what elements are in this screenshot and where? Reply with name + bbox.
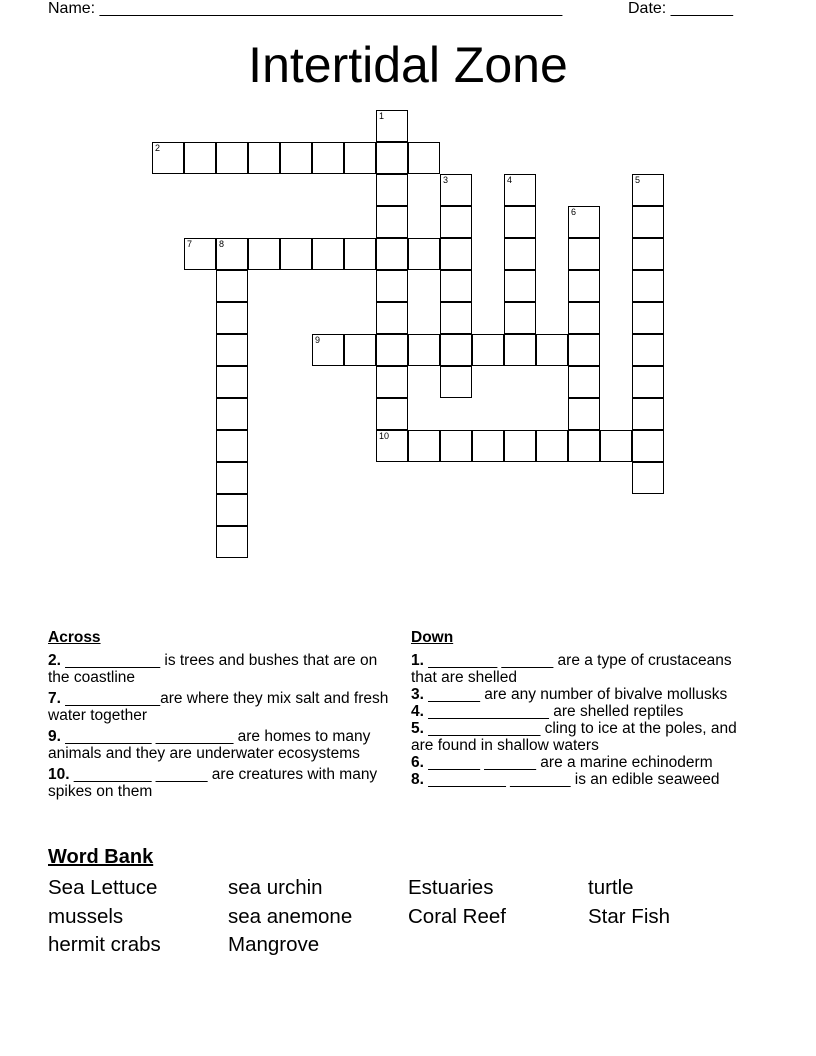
clue-down-1 (411, 652, 756, 686)
clue-number: 8. (411, 771, 424, 788)
crossword-cell[interactable] (632, 206, 664, 238)
clue-text: _________ ______ are creatures with many spikes on them (48, 766, 378, 800)
word-bank-item: sea anemone (228, 904, 353, 928)
crossword-cell[interactable] (376, 366, 408, 398)
date-field-label: Date: _______ (628, 0, 733, 17)
word-bank-item: Coral Reef (408, 904, 506, 928)
crossword-cell[interactable] (632, 398, 664, 430)
crossword-cell[interactable] (408, 334, 440, 366)
word-bank (48, 874, 768, 960)
crossword-cell[interactable] (440, 270, 472, 302)
crossword-cell[interactable] (216, 142, 248, 174)
clue-number: 7. (48, 690, 61, 707)
clue-number: 1. (411, 652, 424, 669)
crossword-cell[interactable] (632, 174, 664, 206)
word-bank-item: hermit crabs (48, 933, 161, 956)
clue-text: _____________ cling to ice at the poles, and are found in shallow waters (411, 720, 737, 754)
crossword-cell[interactable] (632, 462, 664, 494)
crossword-cell[interactable] (632, 366, 664, 398)
clue-down-8 (411, 771, 756, 788)
across-heading: Across (48, 629, 101, 646)
name-field-label: Name: ____________________________________________________ (48, 0, 563, 17)
down-clues (411, 629, 756, 788)
word-bank-item: turtle (588, 876, 634, 899)
down-heading: Down (411, 629, 454, 646)
crossword-cell[interactable] (376, 142, 408, 174)
crossword-cell[interactable] (248, 142, 280, 174)
crossword-cell[interactable] (568, 302, 600, 334)
crossword-cell[interactable] (568, 206, 600, 238)
clue-number: 2. (48, 652, 61, 669)
crossword-cell[interactable] (632, 334, 664, 366)
clue-text: ________ ______ are a type of crustaceans that are shelled (411, 652, 732, 686)
clue-down-6 (411, 754, 756, 771)
crossword-cell[interactable] (312, 334, 344, 366)
cell-number: 8 (219, 239, 225, 249)
clue-number: 3. (411, 686, 424, 703)
word-bank-item: mussels (48, 904, 124, 928)
clue-text: ______ ______ are a marine echinoderm (423, 754, 713, 771)
crossword-cell[interactable] (184, 238, 216, 270)
clue-text: ______ are any number of bivalve mollusks (423, 686, 728, 703)
crossword-cell[interactable] (632, 238, 664, 270)
clue-down-3 (411, 686, 756, 703)
clue-number: 9. (48, 728, 61, 745)
clue-text: _________ _______ is an edible seaweed (423, 771, 720, 788)
crossword-cell[interactable] (568, 398, 600, 430)
crossword-cell[interactable] (216, 334, 248, 366)
crossword-cell[interactable] (504, 334, 536, 366)
crossword-cell[interactable] (216, 398, 248, 430)
crossword-cell[interactable] (440, 174, 472, 206)
clue-text: ___________ is trees and bushes that are on the coastline (48, 652, 378, 686)
crossword-cell[interactable] (472, 430, 504, 462)
clue-across-9 (48, 728, 393, 762)
crossword-cell[interactable] (440, 334, 472, 366)
crossword-cell[interactable] (216, 270, 248, 302)
crossword-cell[interactable] (440, 238, 472, 270)
clue-number: 4. (411, 703, 424, 720)
cell-number: 5 (635, 175, 641, 185)
crossword-cell[interactable] (440, 206, 472, 238)
crossword-cell[interactable] (536, 334, 568, 366)
clue-text: ___________are where they mix salt and fresh water together (48, 690, 389, 724)
crossword-cell[interactable] (568, 238, 600, 270)
crossword-cell[interactable] (600, 430, 632, 462)
crossword-cell[interactable] (248, 238, 280, 270)
crossword-cell[interactable] (504, 302, 536, 334)
crossword-cell[interactable] (216, 366, 248, 398)
crossword-cell[interactable] (440, 302, 472, 334)
cell-number: 6 (571, 207, 577, 217)
crossword-cell[interactable] (504, 430, 536, 462)
clue-down-5 (411, 720, 756, 754)
crossword-cell[interactable] (632, 302, 664, 334)
crossword-cell[interactable] (376, 206, 408, 238)
crossword-cell[interactable] (632, 270, 664, 302)
crossword-cell[interactable] (504, 238, 536, 270)
crossword-cell[interactable] (312, 142, 344, 174)
cell-number: 9 (315, 335, 321, 345)
clue-across-10 (48, 766, 393, 800)
clue-across-7 (48, 690, 393, 724)
page-title: Intertidal Zone (248, 37, 568, 93)
crossword-cell[interactable] (408, 238, 440, 270)
crossword-cell[interactable] (280, 238, 312, 270)
crossword-cell[interactable] (216, 430, 248, 462)
clue-number: 10. (48, 766, 70, 783)
clue-text: ______________ are shelled reptiles (423, 703, 684, 720)
crossword-cell[interactable] (376, 302, 408, 334)
crossword-cell[interactable] (216, 238, 248, 270)
clue-text: __________ _________ are homes to many animals and they are underwater ecosystems (48, 728, 371, 762)
word-bank-item: Estuaries (408, 876, 494, 899)
word-bank-heading: Word Bank (48, 846, 154, 868)
crossword-cell[interactable] (536, 430, 568, 462)
crossword-cell[interactable] (568, 270, 600, 302)
crossword-cell[interactable] (376, 398, 408, 430)
crossword-cell[interactable] (376, 270, 408, 302)
crossword-cell[interactable] (504, 206, 536, 238)
crossword-cell[interactable] (376, 334, 408, 366)
word-bank-item: Star Fish (588, 904, 671, 928)
clue-across-2 (48, 652, 393, 686)
crossword-cell[interactable] (376, 174, 408, 206)
clue-down-4 (411, 703, 756, 720)
crossword-cell[interactable] (440, 430, 472, 462)
crossword-cell[interactable] (632, 430, 664, 462)
crossword-cell[interactable] (216, 494, 248, 526)
crossword-cell[interactable] (344, 238, 376, 270)
crossword-cell[interactable] (216, 302, 248, 334)
across-clues (48, 629, 393, 800)
cell-number: 10 (379, 431, 390, 441)
crossword-cell[interactable] (408, 142, 440, 174)
crossword-cell[interactable] (376, 430, 408, 462)
crossword-cell[interactable] (568, 334, 600, 366)
crossword-cell[interactable] (280, 142, 312, 174)
crossword-cell[interactable] (376, 110, 408, 142)
cell-number: 7 (187, 239, 193, 249)
cell-number: 1 (379, 111, 385, 121)
crossword-cell[interactable] (312, 238, 344, 270)
crossword-cell[interactable] (184, 142, 216, 174)
crossword-cell[interactable] (504, 270, 536, 302)
word-bank-item: sea urchin (228, 876, 323, 899)
crossword-cell[interactable] (344, 142, 376, 174)
crossword-cell[interactable] (408, 430, 440, 462)
cell-number: 2 (155, 143, 161, 153)
word-bank-item: Sea Lettuce (48, 876, 158, 899)
crossword-cell[interactable] (568, 430, 600, 462)
word-bank-item: Mangrove (228, 933, 320, 956)
crossword-cell[interactable] (472, 334, 504, 366)
crossword-cell[interactable] (344, 334, 376, 366)
crossword-cell[interactable] (504, 174, 536, 206)
cell-number: 3 (443, 175, 449, 185)
crossword-cell[interactable] (216, 462, 248, 494)
crossword-cell[interactable] (152, 142, 184, 174)
crossword-cell[interactable] (376, 238, 408, 270)
clue-number: 5. (411, 720, 424, 737)
crossword-cell[interactable] (440, 366, 472, 398)
crossword-cell[interactable] (568, 366, 600, 398)
crossword-cell[interactable] (216, 526, 248, 558)
clue-number: 6. (411, 754, 424, 771)
cell-number: 4 (507, 175, 513, 185)
